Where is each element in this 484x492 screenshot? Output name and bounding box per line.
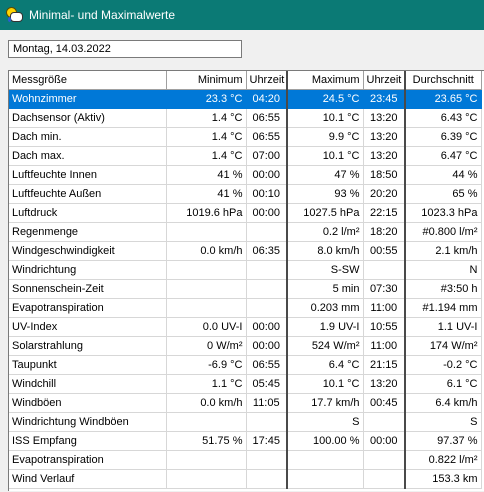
cell-min-time: 06:55 [246, 127, 287, 146]
cell-maximum [287, 469, 363, 488]
cell-average: 6.39 °C [405, 127, 481, 146]
cell-minimum: 1.1 °C [166, 374, 246, 393]
cell-measurement: Luftdruck [9, 203, 166, 222]
cell-maximum: 10.1 °C [287, 374, 363, 393]
cell-maximum: 0.2 l/m² [287, 222, 363, 241]
cell-average: -0.2 °C [405, 355, 481, 374]
cell-max-time: 22:15 [363, 203, 405, 222]
cell-max-time: 00:45 [363, 393, 405, 412]
weather-app-icon [6, 7, 22, 23]
cell-measurement: Evapotranspiration [9, 298, 166, 317]
table-row[interactable] [9, 374, 481, 393]
cell-min-time: 00:00 [246, 165, 287, 184]
cell-maximum: 17.7 km/h [287, 393, 363, 412]
cell-measurement: Wohnzimmer [9, 89, 166, 108]
table-row[interactable] [9, 355, 481, 374]
cell-min-time [246, 450, 287, 469]
cell-average: #1.194 mm [405, 298, 481, 317]
cell-minimum: 51.75 % [166, 431, 246, 450]
cell-minimum: 0.0 km/h [166, 241, 246, 260]
cell-average: #0.800 l/m² [405, 222, 481, 241]
table-row[interactable] [9, 108, 481, 127]
cell-minimum: 23.3 °C [166, 89, 246, 108]
cell-max-time: 20:20 [363, 184, 405, 203]
cell-min-time: 00:00 [246, 336, 287, 355]
column-header-average[interactable]: Durchschnitt [405, 71, 481, 89]
cell-measurement: Windchill [9, 374, 166, 393]
cell-maximum: 9.9 °C [287, 127, 363, 146]
cell-minimum: 0.0 UV-I [166, 317, 246, 336]
cell-average: 1.1 UV-I [405, 317, 481, 336]
cell-measurement: Dach min. [9, 127, 166, 146]
table-row[interactable] [9, 184, 481, 203]
cell-average: #3:50 h [405, 279, 481, 298]
cell-maximum: 93 % [287, 184, 363, 203]
cell-measurement: Windböen [9, 393, 166, 412]
cell-max-time [363, 450, 405, 469]
cell-maximum: 10.1 °C [287, 146, 363, 165]
cell-min-time [246, 222, 287, 241]
cell-max-time: 11:00 [363, 298, 405, 317]
cell-minimum [166, 298, 246, 317]
cell-measurement: Taupunkt [9, 355, 166, 374]
date-field[interactable]: Montag, 14.03.2022 [8, 40, 242, 58]
cell-maximum: 100.00 % [287, 431, 363, 450]
cell-min-time: 00:00 [246, 203, 287, 222]
cell-maximum: 0.203 mm [287, 298, 363, 317]
cell-minimum: 1.4 °C [166, 146, 246, 165]
table-row[interactable] [9, 431, 481, 450]
cell-maximum: S-SW [287, 260, 363, 279]
cell-minimum [166, 222, 246, 241]
min-max-table[interactable] [8, 70, 484, 491]
table-row[interactable] [9, 260, 481, 279]
cell-average: S [405, 412, 481, 431]
cell-average: 6.43 °C [405, 108, 481, 127]
cell-average: 6.1 °C [405, 374, 481, 393]
cell-min-time: 07:00 [246, 146, 287, 165]
table-header [9, 71, 481, 89]
cell-average: N [405, 260, 481, 279]
cell-min-time: 04:20 [246, 89, 287, 108]
table-row[interactable] [9, 450, 481, 469]
cell-maximum: 6.4 °C [287, 355, 363, 374]
table-row[interactable] [9, 317, 481, 336]
cell-measurement: Dach max. [9, 146, 166, 165]
cell-minimum: 41 % [166, 184, 246, 203]
cell-max-time [363, 469, 405, 488]
column-header-maximum[interactable]: Maximum [287, 71, 363, 89]
cell-minimum: 1019.6 hPa [166, 203, 246, 222]
cell-minimum: -6.9 °C [166, 355, 246, 374]
column-header-measurement[interactable]: Messgröße [9, 71, 166, 89]
cell-min-time: 06:55 [246, 108, 287, 127]
cell-min-time [246, 469, 287, 488]
cell-min-time [246, 279, 287, 298]
table-row[interactable] [9, 241, 481, 260]
window-title: Minimal- und Maximalwerte [29, 8, 176, 22]
cell-average: 44 % [405, 165, 481, 184]
cell-minimum: 1.4 °C [166, 108, 246, 127]
cell-min-time: 06:55 [246, 355, 287, 374]
cell-measurement: ISS Empfang [9, 431, 166, 450]
table-row[interactable] [9, 165, 481, 184]
column-header-minimum[interactable]: Minimum [166, 71, 246, 89]
cell-measurement: Luftfeuchte Innen [9, 165, 166, 184]
table-row[interactable] [9, 127, 481, 146]
column-header-max-time[interactable]: Uhrzeit [363, 71, 405, 89]
column-header-min-time[interactable]: Uhrzeit [246, 71, 287, 89]
cell-max-time [363, 260, 405, 279]
cell-min-time [246, 412, 287, 431]
cell-min-time: 11:05 [246, 393, 287, 412]
cell-minimum [166, 260, 246, 279]
cell-measurement: Windgeschwindigkeit [9, 241, 166, 260]
cell-measurement: Wind Verlauf [9, 469, 166, 488]
cell-average: 23.65 °C [405, 89, 481, 108]
cell-min-time: 00:10 [246, 184, 287, 203]
cell-maximum: 24.5 °C [287, 89, 363, 108]
cell-minimum: 1.4 °C [166, 127, 246, 146]
cell-min-time: 17:45 [246, 431, 287, 450]
cell-max-time: 13:20 [363, 127, 405, 146]
table-row[interactable] [9, 469, 481, 488]
cell-maximum: 5 min [287, 279, 363, 298]
cell-minimum [166, 412, 246, 431]
cell-max-time: 13:20 [363, 108, 405, 127]
cell-average: 153.3 km [405, 469, 481, 488]
title-bar [0, 0, 484, 30]
cell-average: 6.47 °C [405, 146, 481, 165]
table-row[interactable] [9, 412, 481, 431]
cell-minimum: 0 W/m² [166, 336, 246, 355]
cell-max-time: 13:20 [363, 374, 405, 393]
cell-measurement: Windrichtung Windböen [9, 412, 166, 431]
cell-average: 97.37 % [405, 431, 481, 450]
cell-max-time: 10:55 [363, 317, 405, 336]
table-row[interactable] [9, 336, 481, 355]
cell-max-time: 11:00 [363, 336, 405, 355]
table-row[interactable] [9, 89, 481, 108]
cell-max-time [363, 412, 405, 431]
cell-measurement: Sonnenschein-Zeit [9, 279, 166, 298]
cell-max-time: 23:45 [363, 89, 405, 108]
cell-measurement: Windrichtung [9, 260, 166, 279]
cell-min-time [246, 260, 287, 279]
cell-min-time: 00:00 [246, 317, 287, 336]
cell-measurement: UV-Index [9, 317, 166, 336]
cell-average: 0.822 l/m² [405, 450, 481, 469]
cell-min-time: 06:35 [246, 241, 287, 260]
table-row[interactable] [9, 393, 481, 412]
cell-measurement: Evapotranspiration [9, 450, 166, 469]
cell-minimum [166, 279, 246, 298]
cell-maximum: 10.1 °C [287, 108, 363, 127]
cell-maximum: 8.0 km/h [287, 241, 363, 260]
cell-max-time: 18:50 [363, 165, 405, 184]
cell-average: 6.4 km/h [405, 393, 481, 412]
cell-average: 65 % [405, 184, 481, 203]
cell-min-time: 05:45 [246, 374, 287, 393]
table-row[interactable] [9, 222, 481, 241]
cell-measurement: Dachsensor (Aktiv) [9, 108, 166, 127]
cell-average: 1023.3 hPa [405, 203, 481, 222]
cell-min-time [246, 298, 287, 317]
table-row[interactable] [9, 146, 481, 165]
table-row[interactable] [9, 203, 481, 222]
cell-maximum: S [287, 412, 363, 431]
cell-max-time: 18:20 [363, 222, 405, 241]
cell-maximum: 1.9 UV-I [287, 317, 363, 336]
cell-maximum: 1027.5 hPa [287, 203, 363, 222]
cell-measurement: Luftfeuchte Außen [9, 184, 166, 203]
cell-minimum [166, 450, 246, 469]
cell-measurement: Solarstrahlung [9, 336, 166, 355]
cell-average: 2.1 km/h [405, 241, 481, 260]
cell-minimum: 0.0 km/h [166, 393, 246, 412]
cell-max-time: 21:15 [363, 355, 405, 374]
cell-measurement: Regenmenge [9, 222, 166, 241]
cell-maximum [287, 450, 363, 469]
cell-max-time: 00:55 [363, 241, 405, 260]
cell-average: 174 W/m² [405, 336, 481, 355]
cell-maximum: 524 W/m² [287, 336, 363, 355]
cell-maximum: 47 % [287, 165, 363, 184]
cell-minimum [166, 469, 246, 488]
cell-max-time: 13:20 [363, 146, 405, 165]
table-row[interactable] [9, 298, 481, 317]
cell-max-time: 00:00 [363, 431, 405, 450]
cell-max-time: 07:30 [363, 279, 405, 298]
table-row[interactable] [9, 279, 481, 298]
cell-minimum: 41 % [166, 165, 246, 184]
